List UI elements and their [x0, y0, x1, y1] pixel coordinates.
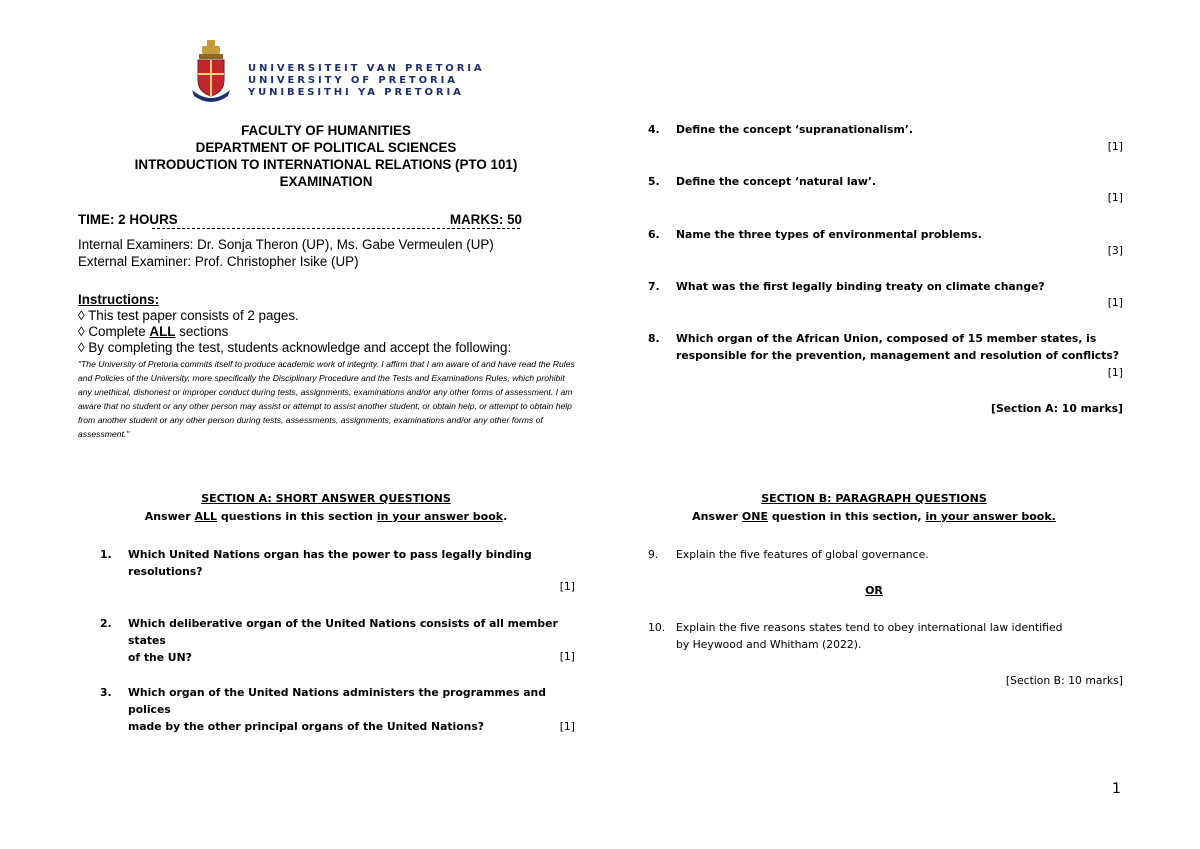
question-9: 9. Explain the five features of global governance. [648, 548, 929, 561]
integrity-pledge: "The University of Pretoria commits itself to produce academic work of integrity. I affirm that I am aware of and have read the Rules and Policies of the University, more specifically the Disciplinary Procedure and the Tests and Examinations Rules, which prohibit any unethical, dishonest or improper conduct during tests, assignments, examinations and/or any other forms of assessment. I am aware that no student or any other person may assist or attempt to assist another student, or obtain help, or attempt to obtain help from another student or any other person during tests, assessments, assignments, examinations and/or any other forms of assessment." [78, 359, 575, 439]
question-4: 4. Define the concept ‘supranationalism’. [648, 123, 913, 136]
question-1: 1. Which United Nations organ has the power to pass legally binding resolutions? [100, 548, 532, 578]
university-name-english: UNIVERSITY OF PRETORIA [248, 75, 458, 86]
section-a-instruction: Answer ALL questions in this section in your answer book. [144, 510, 508, 523]
instruction-item: ◊ This test paper consists of 2 pages. [78, 308, 299, 323]
course-title: INTRODUCTION TO INTERNATIONAL RELATIONS (PTO 101) [134, 157, 518, 172]
or-separator: OR [865, 584, 883, 597]
instruction-item: ◊ By completing the test, students acknowledge and accept the following: [78, 340, 512, 355]
time-marks-row [78, 212, 522, 227]
university-name-block [248, 63, 485, 99]
instructions-block [78, 292, 511, 356]
section-b-total: [Section B: 10 marks] [1005, 674, 1123, 687]
instructions-title: Instructions: [78, 292, 160, 307]
question-4-mark: [1] [1107, 140, 1123, 153]
exam-marks: MARKS: 50 [449, 212, 522, 227]
exam-type: EXAMINATION [279, 174, 373, 189]
section-a-total: [Section A: 10 marks] [991, 402, 1123, 415]
diamond-bullet-icon: ◊ [78, 340, 85, 355]
question-7: 7. What was the first legally binding treaty on climate change? [648, 280, 1045, 293]
question-8-mark: [1] [1107, 366, 1123, 379]
instruction-item: ◊ Complete ALL sections [78, 324, 229, 339]
section-b-title: SECTION B: PARAGRAPH QUESTIONS [761, 492, 987, 505]
question-6: 6. Name the three types of environmental problems. [648, 228, 982, 241]
question-2: 2. Which deliberative organ of the United Nations consists of all member states of the UN? [100, 617, 558, 664]
exam-header [76, 122, 576, 190]
question-3-mark: [1] [559, 720, 575, 733]
question-7-mark: [1] [1107, 296, 1123, 309]
section-a-title: SECTION A: SHORT ANSWER QUESTIONS [201, 492, 451, 505]
external-examiner: External Examiner: Prof. Christopher Isike (UP) [78, 254, 359, 269]
question-5: 5. Define the concept ‘natural law’. [648, 175, 877, 188]
university-crest-logo [190, 40, 232, 106]
question-3: 3. Which organ of the United Nations administers the programmes and polices made by the other principal organs of the United Nations? [100, 686, 546, 733]
university-name-afrikaans: UNIVERSITEIT VAN PRETORIA [248, 63, 485, 74]
section-b-header [624, 490, 1124, 526]
diamond-bullet-icon: ◊ [78, 308, 85, 323]
section-a-header [76, 490, 576, 526]
department-title: DEPARTMENT OF POLITICAL SCIENCES [195, 140, 457, 155]
university-name-sepedi: YUNIBESITHI YA PRETORIA [248, 87, 464, 98]
internal-examiners: Internal Examiners: Dr. Sonja Theron (UP), Ms. Gabe Vermeulen (UP) [78, 237, 494, 252]
question-2-mark: [1] [559, 650, 575, 663]
divider [152, 228, 520, 229]
question-5-mark: [1] [1107, 191, 1123, 204]
question-10: 10. Explain the five reasons states tend to obey international law identified by Heywood and Whitham (2022). [648, 621, 1063, 651]
section-b-instruction: Answer ONE question in this section, in your answer book. [692, 510, 1056, 523]
faculty-title: FACULTY OF HUMANITIES [241, 123, 411, 138]
exam-time: TIME: 2 HOURS [78, 212, 178, 227]
question-1-mark: [1] [559, 580, 575, 593]
examiners-block [78, 236, 494, 270]
question-6-mark: [3] [1107, 244, 1123, 257]
page-number: 1 [1112, 781, 1121, 797]
question-8: 8. Which organ of the African Union, composed of 15 member states, is responsible for the prevention, management and resolution of conflicts? [648, 332, 1120, 362]
diamond-bullet-icon: ◊ [78, 324, 85, 339]
